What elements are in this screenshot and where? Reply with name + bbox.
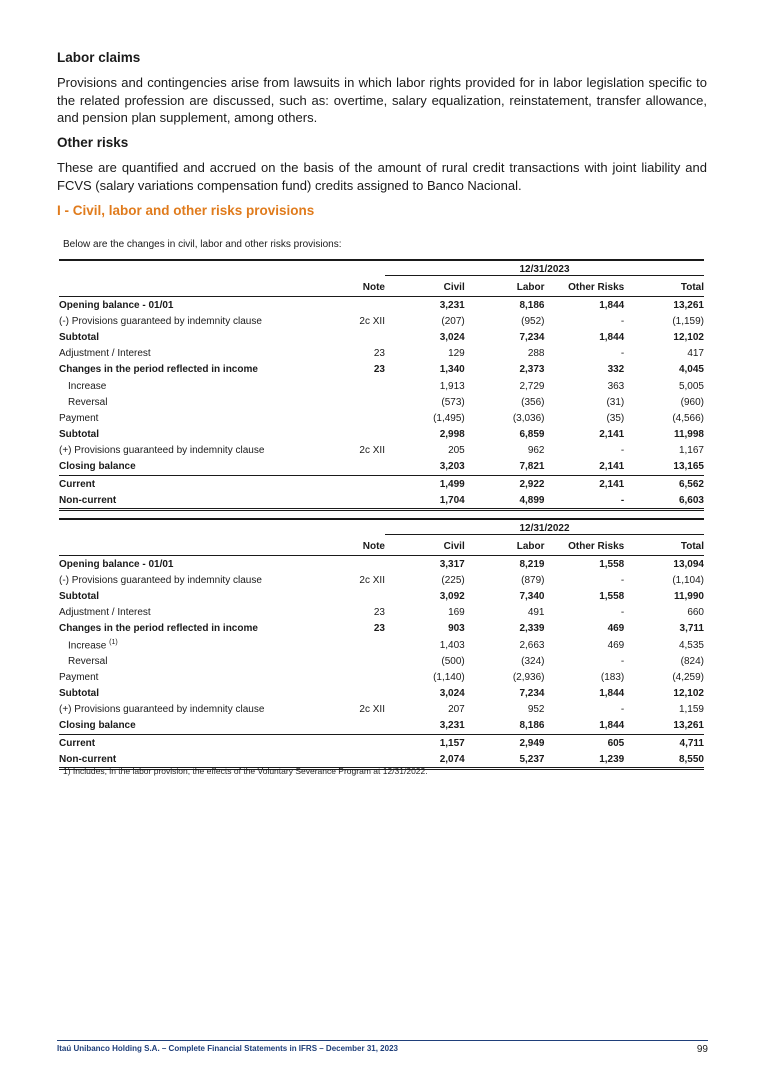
table-row — [59, 686, 704, 702]
provisions-table-2023 — [59, 259, 704, 511]
row-note: 23 — [373, 348, 385, 360]
column-header-row — [59, 538, 704, 556]
row-other: - — [620, 445, 625, 457]
row-note — [342, 669, 385, 685]
row-note — [342, 410, 385, 426]
row-civil: 3,203 — [439, 461, 465, 473]
row-civil: 2,998 — [439, 429, 465, 441]
row-label-text: (+) Provisions guaranteed by indemnity clause — [59, 704, 265, 716]
row-labor: 4,899 — [465, 492, 545, 510]
row-total: 1,159 — [678, 704, 704, 716]
row-label-text: Payment — [59, 671, 99, 683]
row-other: 1,558 — [599, 590, 625, 602]
row-other: 2,141 — [599, 429, 625, 441]
period-text: 12/31/2022 — [385, 523, 704, 535]
row-label-text: Adjustment / Interest — [59, 348, 151, 360]
row-labor: (952) — [521, 315, 545, 327]
row-note: 2c XII — [359, 574, 385, 586]
blank-cell — [59, 519, 342, 538]
row-label-text: Increase — [68, 380, 107, 392]
row-note: 2c XII — [359, 445, 385, 457]
row-label — [59, 329, 342, 345]
row-note — [342, 297, 385, 314]
table-row — [59, 735, 704, 752]
row-total: 6,603 — [624, 492, 704, 510]
row-label-text: Current — [59, 737, 96, 749]
blank-cell — [59, 260, 342, 279]
row-total: (1,159) — [672, 315, 704, 327]
row-note: 23 — [373, 364, 385, 376]
row-labor: (2,936) — [512, 671, 545, 683]
other-risks-text: These are quantified and accrued on the basis of the amount of rural credit transactions with joint liability and FCVS (salary variations compensation fund) credits assigned to Banco Nacional. — [57, 160, 707, 193]
row-label — [59, 459, 342, 476]
row-label — [59, 718, 342, 735]
row-label — [59, 362, 342, 378]
table-row — [59, 621, 704, 637]
table-row — [59, 410, 704, 426]
row-label-text: Adjustment / Interest — [59, 607, 151, 619]
row-civil: (1,495) — [433, 412, 465, 424]
row-civil: 3,317 — [385, 556, 465, 573]
table-row — [59, 702, 704, 718]
row-total: 6,562 — [624, 476, 704, 493]
row-labor: 288 — [527, 348, 545, 360]
period-label — [385, 260, 704, 279]
table-row — [59, 653, 704, 669]
period-header-row — [59, 519, 704, 538]
row-civil: 1,913 — [439, 380, 465, 392]
table-row — [59, 669, 704, 685]
row-civil: 3,024 — [439, 688, 465, 700]
row-note — [342, 637, 385, 653]
row-labor: (356) — [521, 396, 545, 408]
row-label-text: (-) Provisions guaranteed by indemnity clause — [59, 315, 262, 327]
table-row — [59, 492, 704, 510]
row-total: 4,711 — [624, 735, 704, 752]
row-label-text: Subtotal — [59, 331, 99, 343]
row-label-text: Opening balance - 01/01 — [59, 299, 174, 311]
table-row — [59, 459, 704, 476]
row-labor: 491 — [527, 607, 545, 619]
row-total: 5,005 — [678, 380, 704, 392]
row-total: 1,167 — [678, 445, 704, 457]
row-total: 417 — [687, 348, 704, 360]
row-note: 23 — [373, 607, 385, 619]
row-labor: 7,234 — [519, 331, 545, 343]
row-total: 13,261 — [673, 720, 704, 732]
row-total: 11,990 — [673, 590, 704, 602]
row-civil: 3,231 — [439, 720, 465, 732]
row-label-text: Changes in the period reflected in income — [59, 623, 258, 635]
row-label-text: Reversal — [68, 655, 108, 667]
row-total: (1,104) — [672, 574, 704, 586]
row-label-text: Subtotal — [59, 590, 99, 602]
row-note: 2c XII — [359, 704, 385, 716]
row-labor: 2,339 — [519, 623, 545, 635]
row-other: (31) — [606, 396, 625, 408]
table-row — [59, 427, 704, 443]
row-other: - — [620, 348, 625, 360]
section-title: I - Civil, labor and other risks provisions — [57, 203, 315, 218]
row-other: 469 — [607, 623, 625, 635]
col-civil-header: Civil — [443, 541, 465, 552]
row-label — [59, 588, 342, 604]
row-labor: 8,219 — [465, 556, 545, 573]
row-note — [342, 476, 385, 493]
row-other: 2,141 — [545, 476, 625, 493]
row-note — [342, 329, 385, 345]
row-other: 1,844 — [599, 720, 625, 732]
row-label — [59, 686, 342, 702]
col-labor-header: Labor — [516, 282, 545, 293]
row-label — [59, 378, 342, 394]
row-note — [342, 427, 385, 443]
row-total: 4,045 — [678, 364, 704, 376]
row-labor: 7,234 — [519, 688, 545, 700]
row-civil: 3,231 — [385, 297, 465, 314]
row-other: 469 — [607, 639, 625, 651]
row-labor: 7,340 — [519, 590, 545, 602]
row-label — [59, 556, 342, 573]
row-other: - — [620, 315, 625, 327]
period-text: 12/31/2023 — [385, 264, 704, 276]
blank-cell — [342, 519, 385, 538]
row-label — [59, 735, 342, 752]
row-total: 11,998 — [673, 429, 704, 441]
row-labor: 2,922 — [465, 476, 545, 493]
table-row — [59, 378, 704, 394]
footnote: 1) Includes, in the labor provision, the effects of the Voluntary Severance Program at 12/31/2022. — [63, 766, 428, 776]
row-labor: 2,729 — [519, 380, 545, 392]
row-note — [342, 686, 385, 702]
row-note — [342, 492, 385, 510]
table-row — [59, 297, 704, 314]
row-note — [342, 378, 385, 394]
row-note: 2c XII — [359, 315, 385, 327]
row-other: 2,141 — [599, 461, 625, 473]
row-label — [59, 427, 342, 443]
row-label-text: Reversal — [68, 396, 108, 408]
footer-text: Itaú Unibanco Holding S.A. – Complete Financial Statements in IFRS – December 31, 2023 — [57, 1044, 398, 1053]
row-total: 8,550 — [624, 751, 704, 769]
row-civil: 1,499 — [385, 476, 465, 493]
row-labor: 2,663 — [519, 639, 545, 651]
row-total: 13,165 — [673, 461, 704, 473]
row-other: 1,844 — [545, 297, 625, 314]
row-civil: 3,024 — [439, 331, 465, 343]
row-labor: 962 — [527, 445, 545, 457]
row-label — [59, 313, 342, 329]
blank-cell — [59, 538, 342, 556]
table-row — [59, 605, 704, 621]
row-other: 605 — [545, 735, 625, 752]
table-row — [59, 443, 704, 459]
row-label — [59, 346, 342, 362]
row-label — [59, 443, 342, 459]
table-intro: Below are the changes in civil, labor and other risks provisions: — [63, 239, 342, 250]
row-labor: (3,036) — [512, 412, 545, 424]
row-label-text: Increase — [68, 640, 107, 652]
column-header-row — [59, 279, 704, 297]
row-other: 1,844 — [599, 331, 625, 343]
col-other-header: Other Risks — [568, 282, 625, 293]
blank-cell — [59, 279, 342, 297]
period-header-row — [59, 260, 704, 279]
row-civil: (500) — [441, 655, 465, 667]
row-label — [59, 621, 342, 637]
col-total-header: Total — [680, 282, 704, 293]
row-other: - — [545, 492, 625, 510]
row-other: (183) — [600, 671, 625, 683]
row-label-text: (-) Provisions guaranteed by indemnity clause — [59, 574, 262, 586]
row-note — [342, 653, 385, 669]
provisions-table-2022 — [59, 518, 704, 770]
row-total: 13,261 — [624, 297, 704, 314]
col-note-header: Note — [362, 282, 385, 293]
row-label-text: Opening balance - 01/01 — [59, 558, 174, 570]
table-row — [59, 572, 704, 588]
row-labor: (879) — [521, 574, 545, 586]
footnote-marker: (1) — [109, 638, 118, 646]
row-labor: 8,186 — [519, 720, 545, 732]
row-label — [59, 669, 342, 685]
row-civil: (573) — [441, 396, 465, 408]
table-row — [59, 476, 704, 493]
row-label-text: Closing balance — [59, 461, 136, 473]
page-number: 99 — [696, 1044, 708, 1055]
row-label-text: Non-current — [59, 753, 117, 765]
row-label — [59, 297, 342, 314]
row-other: 1,558 — [545, 556, 625, 573]
row-civil: (225) — [441, 574, 465, 586]
labor-claims-text: Provisions and contingencies arise from lawsuits in which labor rights provided for in labor legislation specific to the related profession are discussed, such as: overtime, salary equalization, reinstatement, transfer allowance, and pension plan supplement, among others. — [57, 75, 707, 125]
row-civil: 1,704 — [385, 492, 465, 510]
table-row — [59, 329, 704, 345]
row-civil: 1,340 — [439, 364, 465, 376]
row-label-text: Changes in the period reflected in income — [59, 364, 258, 376]
row-label-text: Closing balance — [59, 720, 136, 732]
row-label-text: Subtotal — [59, 688, 99, 700]
row-labor: 2,949 — [465, 735, 545, 752]
row-other: - — [620, 574, 625, 586]
table-row — [59, 362, 704, 378]
row-labor: 6,859 — [519, 429, 545, 441]
col-other-header: Other Risks — [568, 541, 625, 552]
labor-claims-heading: Labor claims — [57, 50, 141, 65]
row-label — [59, 605, 342, 621]
col-total-header: Total — [680, 541, 704, 552]
row-other: - — [620, 704, 625, 716]
row-note — [342, 735, 385, 752]
row-label-text: Payment — [59, 412, 99, 424]
row-label — [59, 637, 342, 653]
row-civil: 1,403 — [439, 639, 465, 651]
row-label — [59, 394, 342, 410]
row-note — [342, 394, 385, 410]
row-other: 332 — [607, 364, 625, 376]
row-total: 4,535 — [678, 639, 704, 651]
row-labor: 7,821 — [519, 461, 545, 473]
row-civil: 3,092 — [439, 590, 465, 602]
row-total: 660 — [687, 607, 704, 619]
row-labor: 8,186 — [465, 297, 545, 314]
row-total: 13,094 — [624, 556, 704, 573]
row-labor: 952 — [527, 704, 545, 716]
table-row — [59, 637, 704, 653]
row-civil: 205 — [448, 445, 465, 457]
row-civil: 207 — [448, 704, 465, 716]
row-civil: 2,074 — [385, 751, 465, 769]
row-note — [342, 718, 385, 735]
row-civil: 169 — [448, 607, 465, 619]
table-row — [59, 588, 704, 604]
row-other: (35) — [606, 412, 625, 424]
other-risks-heading: Other risks — [57, 135, 129, 150]
row-total: (824) — [680, 655, 704, 667]
row-total: (4,566) — [672, 412, 704, 424]
row-total: 12,102 — [673, 688, 704, 700]
row-total: (4,259) — [672, 671, 704, 683]
row-other: - — [620, 607, 625, 619]
row-total: (960) — [680, 396, 704, 408]
row-other: 1,844 — [599, 688, 625, 700]
col-note-header: Note — [362, 541, 385, 552]
row-other: 1,239 — [545, 751, 625, 769]
row-note: 23 — [373, 623, 385, 635]
row-civil: 129 — [448, 348, 465, 360]
row-note — [342, 556, 385, 573]
row-label-text: Subtotal — [59, 429, 99, 441]
blank-cell — [342, 260, 385, 279]
row-label — [59, 702, 342, 718]
row-civil: (1,140) — [433, 671, 465, 683]
row-labor: 5,237 — [465, 751, 545, 769]
col-labor-header: Labor — [516, 541, 545, 552]
col-civil-header: Civil — [443, 282, 465, 293]
row-total: 12,102 — [673, 331, 704, 343]
row-label — [59, 410, 342, 426]
row-label-text: Non-current — [59, 494, 117, 506]
period-label — [385, 519, 704, 538]
row-note — [342, 588, 385, 604]
row-note — [342, 459, 385, 476]
row-label — [59, 572, 342, 588]
table-row — [59, 394, 704, 410]
table-row — [59, 718, 704, 735]
row-label — [59, 492, 342, 510]
row-labor: 2,373 — [519, 364, 545, 376]
row-other: - — [620, 655, 625, 667]
page-footer — [57, 1040, 708, 1055]
row-civil: (207) — [441, 315, 465, 327]
row-labor: (324) — [521, 655, 545, 667]
table-row — [59, 556, 704, 573]
row-label — [59, 476, 342, 493]
table-row — [59, 313, 704, 329]
row-other: 363 — [607, 380, 625, 392]
row-label-text: (+) Provisions guaranteed by indemnity clause — [59, 445, 265, 457]
row-civil: 903 — [448, 623, 465, 635]
table-row — [59, 346, 704, 362]
row-label-text: Current — [59, 478, 96, 490]
row-label — [59, 653, 342, 669]
row-total: 3,711 — [679, 623, 704, 635]
row-civil: 1,157 — [385, 735, 465, 752]
